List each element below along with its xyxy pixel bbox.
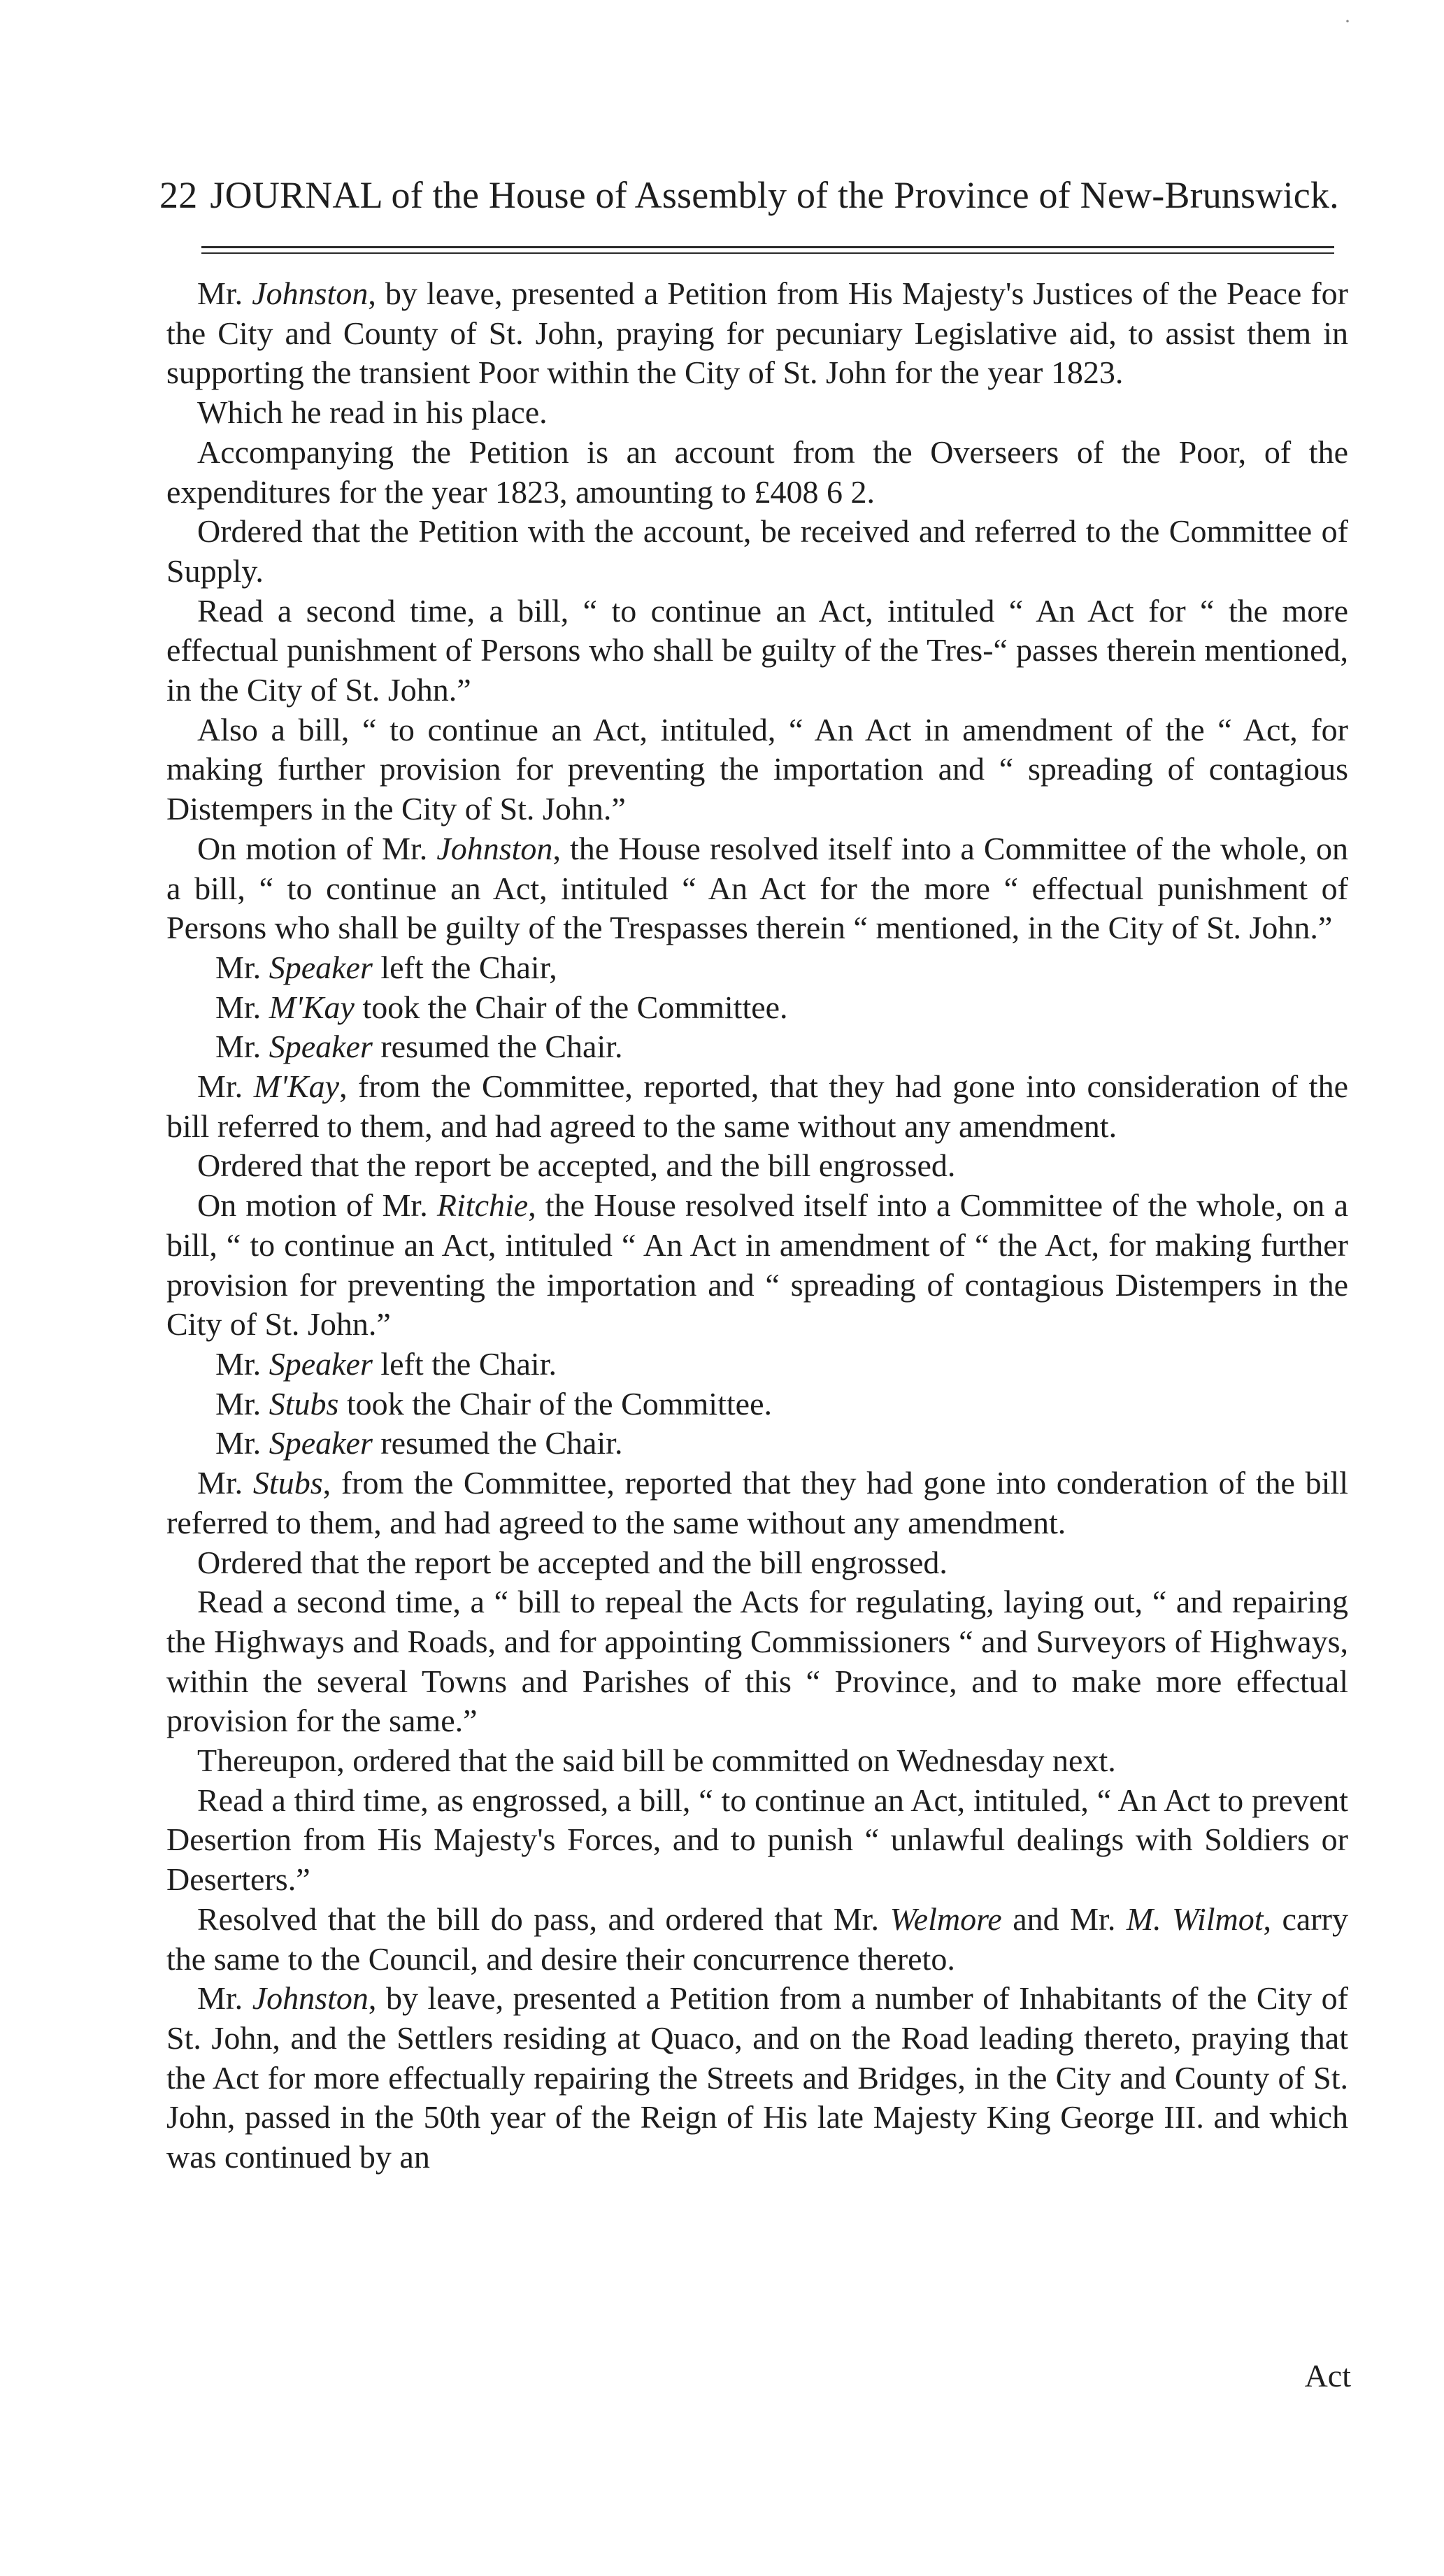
journal-paragraph: Mr. M'Kay, from the Committee, reported, that they had gone into consideration of the bill referred to them, and had agreed to the same without any amendment. xyxy=(166,1068,1348,1144)
journal-paragraph: Mr. Speaker resumed the Chair. xyxy=(215,1029,623,1065)
journal-paragraph: Mr. Speaker left the Chair, xyxy=(215,949,557,985)
journal-paragraph: Accompanying the Petition is an account from the Overseers of the Poor, of the expenditures for the year 1823, amounting to £408 6 2. xyxy=(166,434,1348,510)
journal-paragraph: Ordered that the report be accepted and the bill engrossed. xyxy=(197,1544,948,1580)
journal-paragraph: Which he read in his place. xyxy=(197,394,548,431)
catchword: Act xyxy=(1304,2358,1351,2393)
page-number: 22 xyxy=(159,174,198,216)
page-title: JOURNAL of the House of Assembly of the Province of New-Brunswick. xyxy=(210,174,1339,216)
journal-paragraph: Thereupon, ordered that the said bill be committed on Wednesday next. xyxy=(197,1743,1116,1779)
journal-paragraph: Mr. Johnston, by leave, presented a Petition from His Majesty's Justices of the Peace for the City and County of St. John, praying for pecuniary Legislative aid, to assist them in supporting the transient Poor within the City of St. John for the year 1823. xyxy=(166,276,1348,391)
corner-mark: · xyxy=(1344,10,1351,33)
running-head xyxy=(159,172,1348,218)
journal-paragraph: Mr. Stubs took the Chair of the Committee. xyxy=(215,1385,772,1422)
header-rule-top xyxy=(201,246,1334,248)
journal-paragraph: Ordered that the report be accepted, and the bill engrossed. xyxy=(197,1147,956,1184)
header-rule-bottom xyxy=(201,252,1334,254)
journal-paragraph: Ordered that the Petition with the account, be received and referred to the Committee of Supply. xyxy=(166,513,1348,589)
journal-body xyxy=(166,274,1348,2177)
journal-paragraph: On motion of Mr. Johnston, the House resolved itself into a Committee of the whole, on a bill, “ to continue an Act, intituled “ An Act for the more “ effectual punishment of Persons who shall be guilty of the Trespasses therein “ mentioned, in the City of St. John.” xyxy=(166,830,1349,946)
journal-paragraph: Read a second time, a bill, “ to continue an Act, intituled “ An Act for “ the more effectual punishment of Persons who shall be guilty of the Tres-“ passes therein mentioned, in the City of St. John.” xyxy=(166,592,1348,708)
journal-paragraph: Mr. Speaker left the Chair. xyxy=(215,1345,557,1382)
journal-paragraph: Read a second time, a “ bill to repeal the Acts for regulating, laying out, “ and repairing the Highways and Roads, and for appointing Commissioners “ and Surveyors of Highways, within the several Towns and Parishes of this “ Province, and to make more effectual provision for the same.” xyxy=(166,1584,1348,1739)
journal-paragraph: On motion of Mr. Ritchie, the House resolved itself into a Committee of the whole, on a bill, “ to continue an Act, intituled “ An Act in amendment of “ the Act, for making further provision for preventing the importation and “ spreading of contagious Distempers in the City of St. John.” xyxy=(166,1187,1348,1343)
journal-paragraph: Mr. Stubs, from the Committee, reported that they had gone into conderation of the bill referred to them, and had agreed to the same without any amendment. xyxy=(166,1465,1348,1540)
journal-paragraph: Resolved that the bill do pass, and ordered that Mr. Welmore and Mr. M. Wilmot, carry the same to the Council, and desire their concurrence thereto. xyxy=(166,1901,1348,1977)
journal-paragraph: Read a third time, as engrossed, a bill, “ to continue an Act, intituled, “ An Act to prevent Desertion from His Majesty's Forces, and to punish “ unlawful dealings with Soldiers or Deserters.” xyxy=(166,1782,1348,1898)
journal-paragraph: Mr. Speaker resumed the Chair. xyxy=(215,1425,623,1461)
journal-paragraph: Also a bill, “ to continue an Act, intituled, “ An Act in amendment of the “ Act, for making further provision for preventing the importation and “ spreading of contagious Distempers in the City of St. John.” xyxy=(166,711,1348,827)
journal-paragraph: Mr. M'Kay took the Chair of the Committee. xyxy=(215,989,788,1025)
journal-paragraph: Mr. Johnston, by leave, presented a Petition from a number of Inhabitants of the City of St. John, and the Settlers residing at Quaco, and on the Road leading thereto, praying that the Act for more effectually repairing the Streets and Bridges, in the City and County of St. John, passed in the 50th year of the Reign of His late Majesty King George III. and which was continued by an xyxy=(166,1980,1348,2175)
